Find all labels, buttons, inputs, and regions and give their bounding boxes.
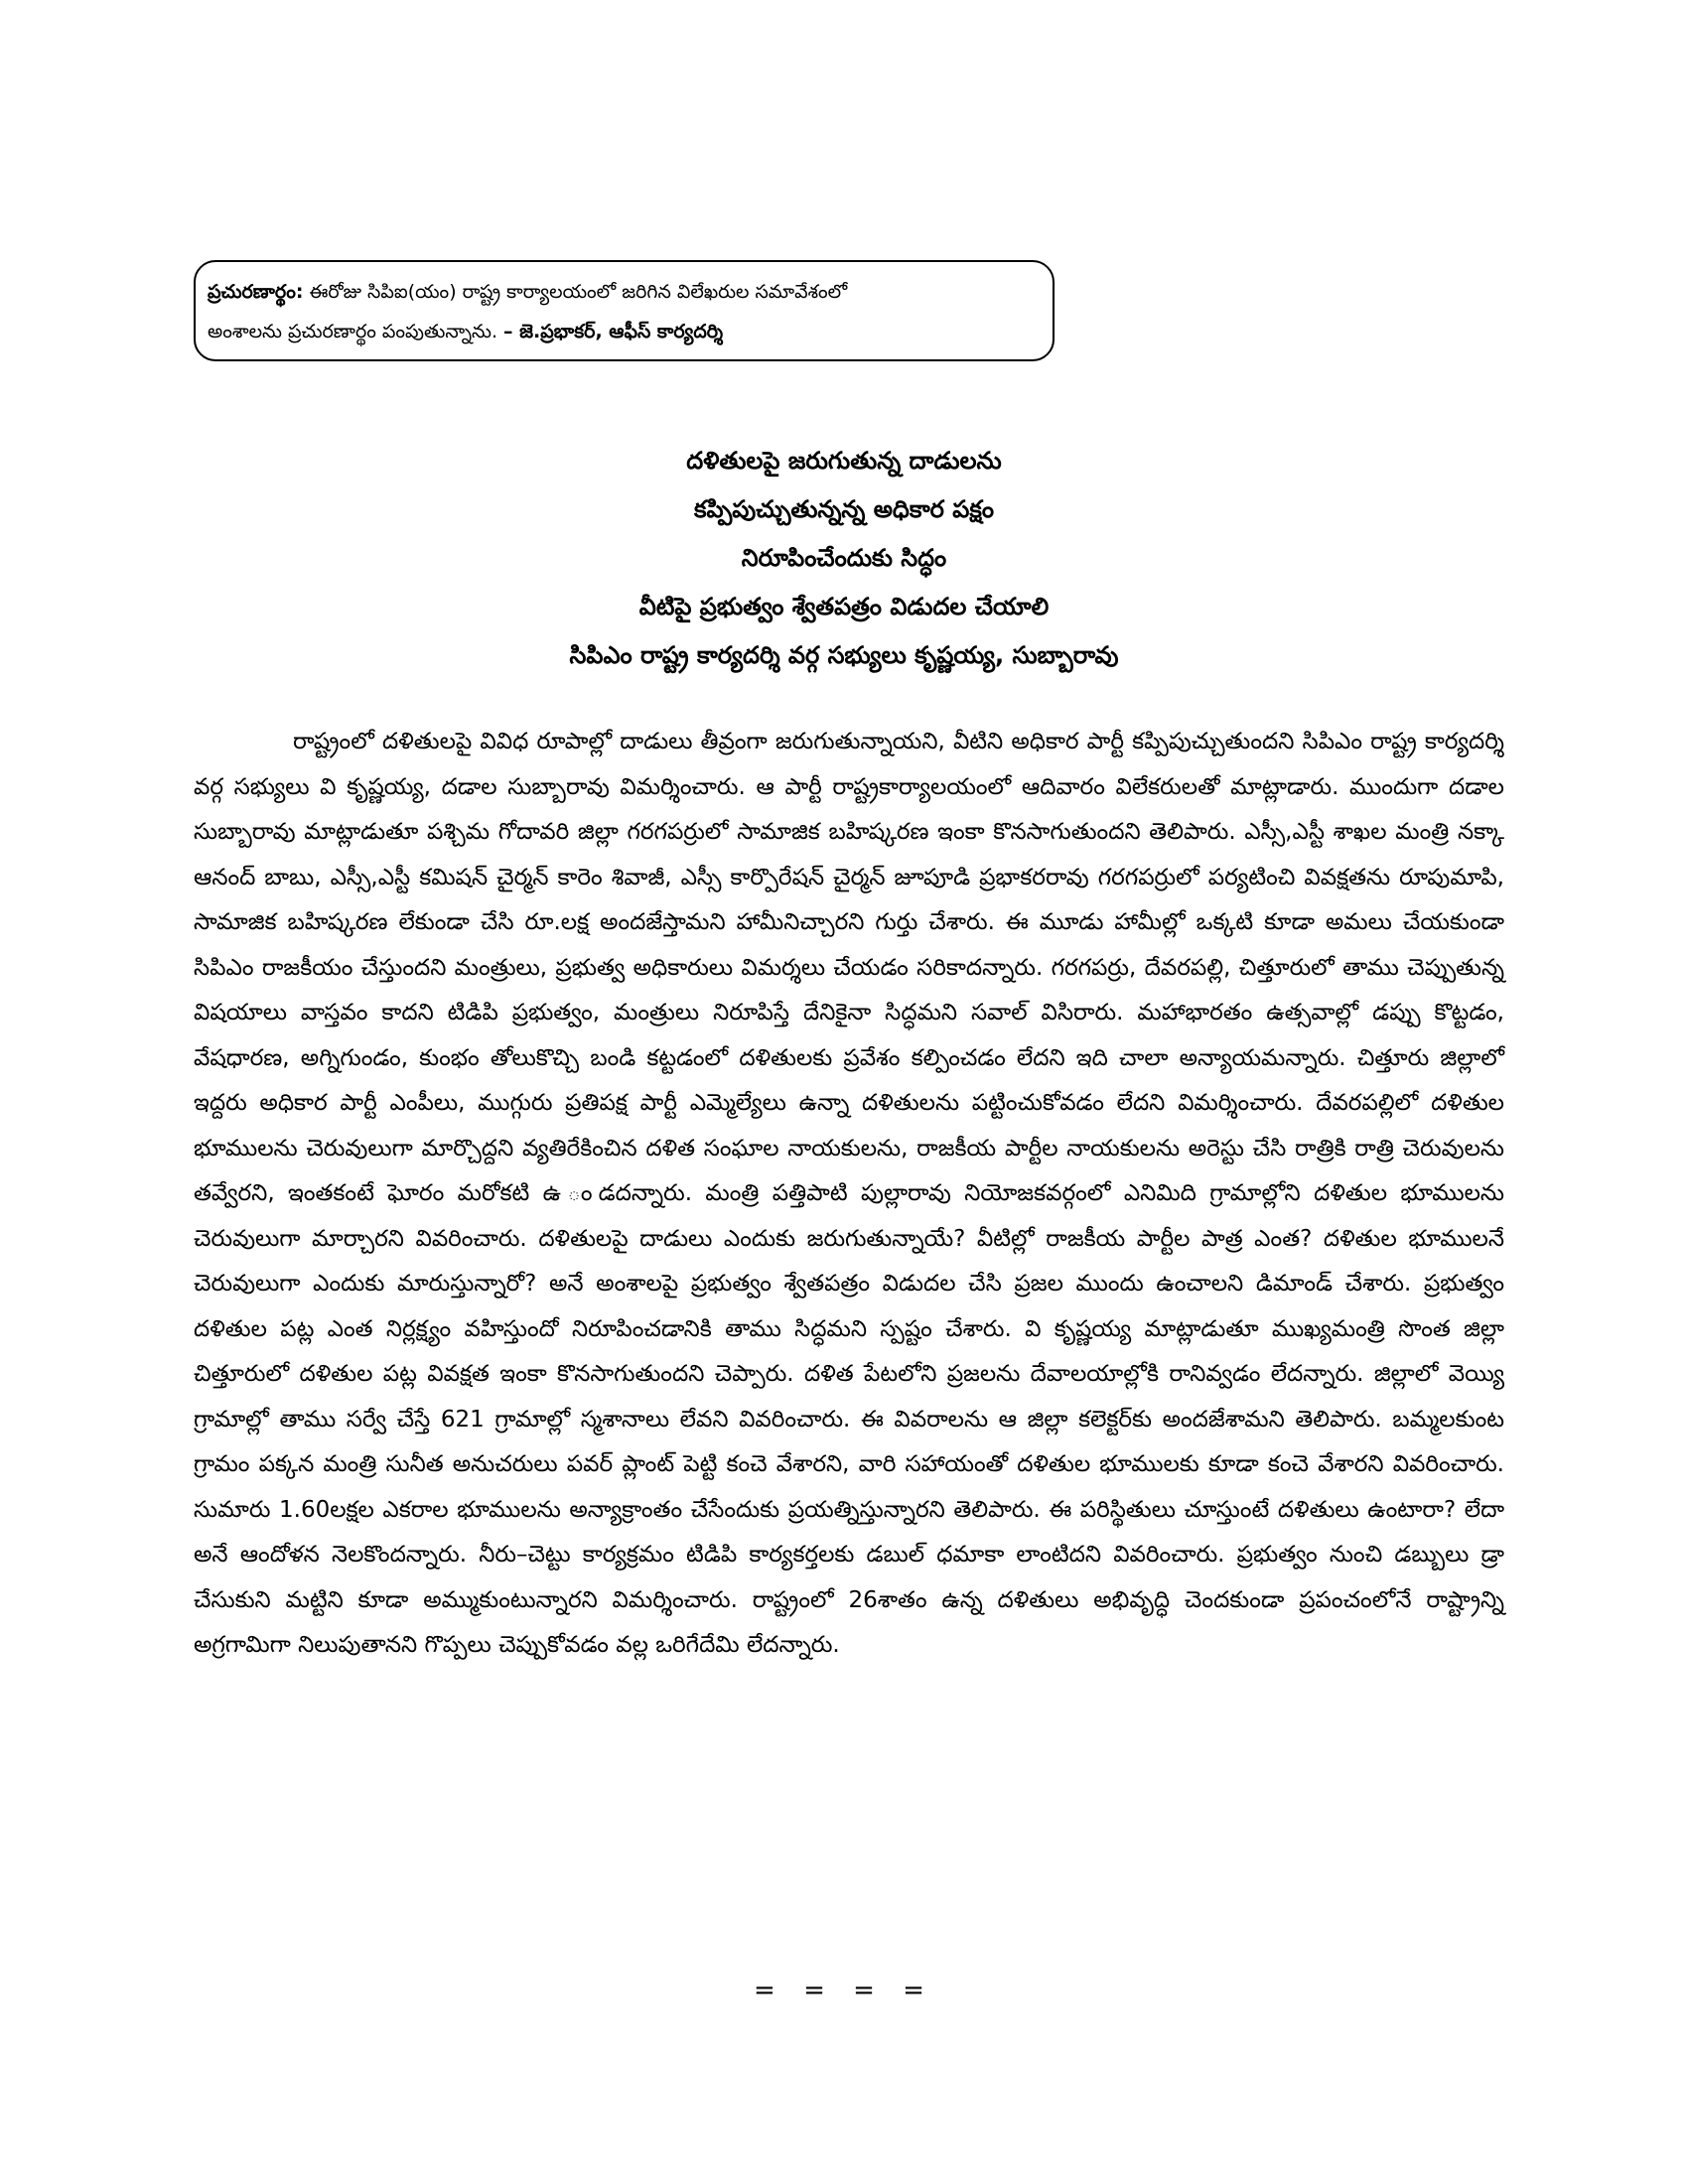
headline-line-2: కప్పిపుచ్చుతున్నన్న అధికార పక్షం: [693, 495, 995, 523]
headline: [348, 437, 1340, 680]
headline-line-1: దళితులపై జరుగుతున్న దాడులను: [686, 447, 1002, 475]
headline-line-4: వీటిపై ప్రభుత్వం శ్వేతపత్రం విడుదల చేయాలి: [638, 593, 1050, 620]
press-note-text-2: అంశాలను ప్రచురణార్థం పంపుతున్నాను.: [208, 321, 504, 342]
press-note-label: ప్రచురణార్థం:: [208, 281, 304, 303]
headline-line-5: సిపిఎం రాష్ట్ర కార్యదర్శి వర్గ సభ్యులు కృష్ణయ్య, సుబ్బారావు: [569, 641, 1119, 669]
press-note-text-1: ఈరోజు సిపిఐ(యం) రాష్ట్ర కార్యాలయంలో జరిగిన విలేఖరుల సమావేశంలో: [303, 281, 848, 303]
press-note-signature: – జె.ప్రభాకర్, ఆఫీస్ కార్యదర్శి: [503, 321, 724, 342]
headline-line-3: నిరూపించేందుకు సిద్ధం: [741, 544, 947, 572]
press-note-line-2: [208, 312, 1033, 351]
end-mark: = = = =: [754, 1976, 934, 2005]
press-note-line-1: [208, 272, 1033, 312]
article-body: రాష్ట్రంలో దళితులపై వివిధ రూపాల్లో దాడులు తీవ్రంగా జరుగుతున్నాయని, వీటిని అధికార పార్టీ కప్పిపుచ్చుతుందని సిపిఎం రాష్ట్ర కార్యదర్శి వర్గ సభ్యులు వి కృష్ణయ్య, దడాల సుబ్బారావు విమర్శించారు. ఆ పార్టీ రాష్ట్రకార్యాలయంలో ఆదివారం విలేకరులతో మాట్లాడారు. ముందుగా దడాల సుబ్బారావు మాట్లాడుతూ పశ్చిమ గోదావరి జిల్లా గరగపర్రులో సామాజిక బహిష్కరణ ఇంకా కొనసాగుతుందని తెలిపారు. ఎస్సీ,ఎస్టీ శాఖల మంత్రి నక్కా ఆనంద్ బాబు, ఎస్సీ,ఎస్టీ కమిషన్ చైర్మన్ కారెం శివాజీ, ఎస్సీ కార్పొరేషన్ చైర్మన్ జూపూడి ప్రభాకరరావు గరగపర్రులో పర్యటించి వివక్షతను రూపుమాపి, సామాజిక బహిష్కరణ లేకుండా చేసి రూ.లక్ష అందజేస్తామని హామీనిచ్చారని గుర్తు చేశారు. ఈ మూడు హామీల్లో ఒక్కటి కూడా అమలు చేయకుండా సిపిఎం రాజకీయం చేస్తుందని మంత్రులు, ప్రభుత్వ అధికారులు విమర్శలు చేయడం సరికాదన్నారు. గరగపర్రు, దేవరపల్లి, చిత్తూరులో తాము చెప్పుతున్న విషయాలు వాస్తవం కాదని టిడిపి ప్రభుత్వం, మంత్రులు నిరూపిస్తే దేనికైనా సిద్ధమని సవాల్ విసిరారు. మహాభారతం ఉత్సవాల్లో డప్పు కొట్టడం, వేషధారణ, అగ్నిగుండం, కుంభం తోలుకొచ్చి బండి కట్టడంలో దళితులకు ప్రవేశం కల్పించడం లేదని ఇది చాలా అన్యాయమన్నారు. చిత్తూరు జిల్లాలో ఇద్దరు అధికార పార్టీ ఎంపీలు, ముగ్గురు ప్రతిపక్ష పార్టీ ఎమ్మెల్యేలు ఉన్నా దళితులను పట్టించుకోవడం లేదని విమర్శించారు. దేవరపల్లిలో దళితుల భూములను చెరువులుగా మార్చొద్దని వ్యతిరేకించిన దళిత సంఘాల నాయకులను, రాజకీయ పార్టీల నాయకులను అరెస్టు చేసి రాత్రికి రాత్రి చెరువులను తవ్వేరని, ఇంతకంటే ఘోరం మరోకటి ఉ ండదన్నారు. మంత్రి పత్తిపాటి పుల్లారావు నియోజకవర్గంలో ఎనిమిది గ్రామాల్లోని దళితుల భూములను చెరువులుగా మార్చారని వివరించారు. దళితులపై దాడులు ఎందుకు జరుగుతున్నాయే? వీటిల్లో రాజకీయ పార్టీల పాత్ర ఎంత? దళితుల భూములనే చెరువులుగా ఎందుకు మారుస్తున్నారో? అనే అంశాలపై ప్రభుత్వం శ్వేతపత్రం విడుదల చేసి ప్రజల ముందు ఉంచాలని డిమాండ్ చేశారు. ప్రభుత్వం దళితుల పట్ల ఎంత నిర్లక్ష్యం వహిస్తుందో నిరూపించడానికి తాము సిద్ధమని స్పష్టం చేశారు. వి కృష్ణయ్య మాట్లాడుతూ ముఖ్యమంత్రి సొంత జిల్లా చిత్తూరులో దళితుల పట్ల వివక్షత ఇంకా కొనసాగుతుందని చెప్పారు. దళిత పేటలోని ప్రజలను దేవాలయాల్లోకి రానివ్వడం లేదన్నారు. జిల్లాలో వెయ్యి గ్రామాల్లో తాము సర్వే చేస్తే 621 గ్రామాల్లో స్మశానాలు లేవని వివరించారు. ఈ వివరాలను ఆ జిల్లా కలెక్టర్‌కు అందజేశామని తెలిపారు. బమ్మలకుంట గ్రామం పక్కన మంత్రి సునీత అనుచరులు పవర్ ప్లాంట్ పెట్టి కంచె వేశారని, వారి సహాయంతో దళితుల భూములకు కూడా కంచె వేశారని వివరించారు. సుమారు 1.60లక్షల ఎకరాల భూములను అన్యాక్రాంతం చేసేందుకు ప్రయత్నిస్తున్నారని తెలిపారు. ఈ పరిస్థితులు చూస్తుంటే దళితులు ఉంటారా? లేదా అనే ఆందోళన నెలకొందన్నారు. నీరు–చెట్టు కార్యక్రమం టిడిపి కార్యకర్తలకు డబుల్ ధమాకా లాంటిదని వివరించారు. ప్రభుత్వం నుంచి డబ్బులు డ్రా చేసుకుని మట్టిని కూడా అమ్ముకుంటున్నారని విమర్శించారు. రాష్ట్రంలో 26శాతం ఉన్న దళితులు అభివృద్ధి చెందకుండా ప్రపంచంలోనే రాష్ట్రాన్ని అగ్రగామిగా నిలుపుతానని గొప్పలు చెప్పుకోవడం వల్ల ఒరిగేదేమి లేదన్నారు.: [194, 729, 1504, 1658]
press-note-box: [194, 260, 1055, 361]
